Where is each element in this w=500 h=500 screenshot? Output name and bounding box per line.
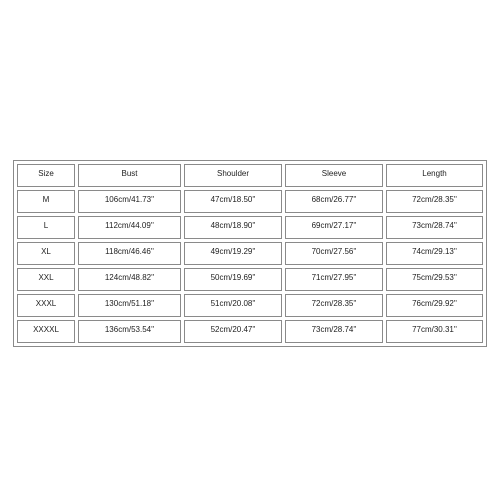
table-row bbox=[17, 268, 483, 291]
cell-sleeve: 68cm/26.77'' bbox=[285, 190, 383, 213]
column-header-bust: Bust bbox=[78, 164, 181, 187]
cell-size: L bbox=[17, 216, 75, 239]
cell-sleeve: 69cm/27.17'' bbox=[285, 216, 383, 239]
cell-shoulder: 52cm/20.47'' bbox=[184, 320, 282, 343]
cell-length: 72cm/28.35'' bbox=[386, 190, 483, 213]
column-header-length: Length bbox=[386, 164, 483, 187]
cell-size: M bbox=[17, 190, 75, 213]
cell-length: 77cm/30.31'' bbox=[386, 320, 483, 343]
cell-length: 76cm/29.92'' bbox=[386, 294, 483, 317]
column-header-sleeve: Sleeve bbox=[285, 164, 383, 187]
cell-bust: 106cm/41.73'' bbox=[78, 190, 181, 213]
cell-length: 74cm/29.13'' bbox=[386, 242, 483, 265]
cell-sleeve: 72cm/28.35'' bbox=[285, 294, 383, 317]
cell-size: XL bbox=[17, 242, 75, 265]
cell-shoulder: 51cm/20.08'' bbox=[184, 294, 282, 317]
column-header-shoulder: Shoulder bbox=[184, 164, 282, 187]
cell-shoulder: 47cm/18.50'' bbox=[184, 190, 282, 213]
cell-length: 75cm/29.53'' bbox=[386, 268, 483, 291]
cell-size: XXL bbox=[17, 268, 75, 291]
cell-shoulder: 50cm/19.69'' bbox=[184, 268, 282, 291]
cell-bust: 118cm/46.46'' bbox=[78, 242, 181, 265]
cell-size: XXXL bbox=[17, 294, 75, 317]
table-header-row bbox=[17, 164, 483, 187]
cell-shoulder: 48cm/18.90'' bbox=[184, 216, 282, 239]
column-header-size: Size bbox=[17, 164, 75, 187]
table-row bbox=[17, 190, 483, 213]
cell-sleeve: 73cm/28.74'' bbox=[285, 320, 383, 343]
table-row bbox=[17, 242, 483, 265]
cell-sleeve: 71cm/27.95'' bbox=[285, 268, 383, 291]
cell-bust: 130cm/51.18'' bbox=[78, 294, 181, 317]
cell-shoulder: 49cm/19.29'' bbox=[184, 242, 282, 265]
table-row bbox=[17, 216, 483, 239]
cell-bust: 112cm/44.09'' bbox=[78, 216, 181, 239]
table-row bbox=[17, 320, 483, 343]
cell-length: 73cm/28.74'' bbox=[386, 216, 483, 239]
cell-sleeve: 70cm/27.56'' bbox=[285, 242, 383, 265]
cell-bust: 124cm/48.82'' bbox=[78, 268, 181, 291]
size-chart-table bbox=[13, 160, 487, 347]
table-row bbox=[17, 294, 483, 317]
cell-size: XXXXL bbox=[17, 320, 75, 343]
cell-bust: 136cm/53.54'' bbox=[78, 320, 181, 343]
